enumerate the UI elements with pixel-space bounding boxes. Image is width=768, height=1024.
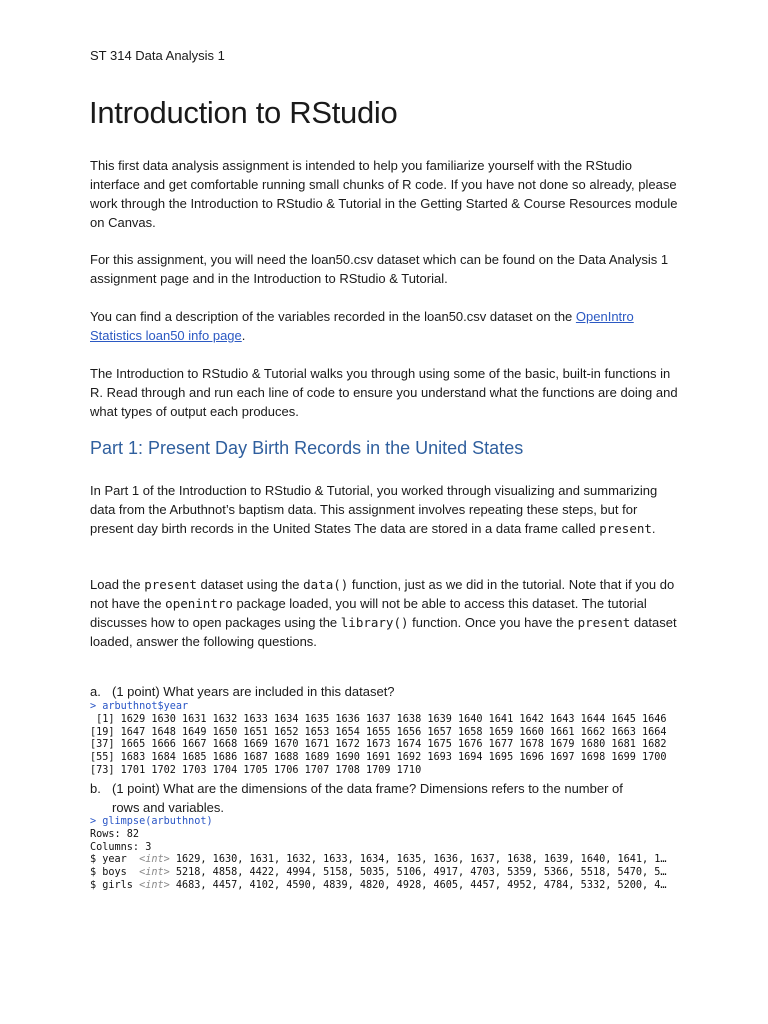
output-line: [55] 1683 1684 1685 1686 1687 1688 1689 1690 1691 1692 1693 1694 1695 1696 1697 1698 1699 1700 [90,752,667,764]
page-header: ST 314 Data Analysis 1 [90,48,225,63]
section-heading: Part 1: Present Day Birth Records in the United States [90,438,524,458]
r-command: > glimpse(arbuthnot) [90,816,213,827]
r-command: > arbuthnot$year [90,701,189,712]
question-text: (1 point) What are the dimensions of the data frame? Dimensions refers to the number of [112,781,623,796]
variable-line-boys: $ boys <int> 5218, 4858, 4422, 4994, 5158, 5035, 5106, 4917, 4703, 5359, 5366, 5518, 5470, 5… [90,867,667,879]
question-letter: a. [90,684,101,699]
question-text-continued: rows and variables. [112,800,224,815]
question-letter: b. [90,781,101,796]
rows-line: Rows: 82 [90,828,140,840]
code-output-b [90,816,667,893]
code-present: present [577,615,631,630]
intro-paragraph: This first data analysis assignment is intended to help you familiarize yourself with the RStudio interface and get comfortable running small chunks of R code. If you have not done so already, please work through the Introduction to RStudio & Tutorial in the Getting Started & Course Resources module on Canvas. [90,158,678,230]
code-present: present [599,521,652,536]
functions-paragraph: The Introduction to RStudio & Tutorial walks you through using some of the basic, built-in functions in R. Read through and run each line of code to ensure you understand what the functions are doing and what types of output each produces. [90,366,678,419]
part1-paragraph: In Part 1 of the Introduction to RStudio & Tutorial, you worked through visualizing and summarizing data from the Arbuthnot’s baptism data. This assignment involves repeating these steps, but for present day birth records in the United States The data are stored in a data frame called present. [90,483,658,536]
output-line: [19] 1647 1648 1649 1650 1651 1652 1653 1654 1655 1656 1657 1658 1659 1660 1661 1662 1663 1664 [90,726,667,738]
output-line: [37] 1665 1666 1667 1668 1669 1670 1671 1672 1673 1674 1675 1676 1677 1678 1679 1680 1681 1682 [90,739,667,751]
code-present: present [144,577,197,592]
openintro-loan50-link[interactable]: OpenIntro Statistics loan50 info page [90,309,634,343]
load-dataset-paragraph: Load the present dataset using the data() function, just as we did in the tutorial. Note that if you do not have the openintro package loaded, you will not be able to access this dataset. The tutorial discusses how to open packages using the library() function. Once you have the present dataset loaded, answer the following questions. [90,577,677,649]
code-openintro: openintro [165,596,233,611]
code-output-a [90,701,667,778]
description-paragraph: You can find a description of the variables recorded in the loan50.csv dataset on the OpenIntro Statistics loan50 info page. [90,309,634,343]
page-title: Introduction to RStudio [89,95,398,130]
variable-line-girls: $ girls <int> 4683, 4457, 4102, 4590, 4839, 4820, 4928, 4605, 4457, 4952, 4784, 5332, 5200, 4… [90,879,667,891]
output-line: [1] 1629 1630 1631 1632 1633 1634 1635 1636 1637 1638 1639 1640 1641 1642 1643 1644 1645 1646 [90,713,667,725]
question-text: (1 point) What years are included in this dataset? [112,684,395,699]
code-data-function: data() [303,577,349,592]
variable-line-year: $ year <int> 1629, 1630, 1631, 1632, 1633, 1634, 1635, 1636, 1637, 1638, 1639, 1640, 1641, 1… [90,854,667,866]
question-a [90,682,690,701]
columns-line: Columns: 3 [90,841,152,853]
code-library-function: library() [340,615,409,630]
dataset-paragraph: For this assignment, you will need the loan50.csv dataset which can be found on the Data Analysis 1 assignment page and in the Introduction to RStudio & Tutorial. [90,252,669,286]
question-b [90,779,690,817]
output-line: [73] 1701 1702 1703 1704 1705 1706 1707 1708 1709 1710 [90,764,422,776]
